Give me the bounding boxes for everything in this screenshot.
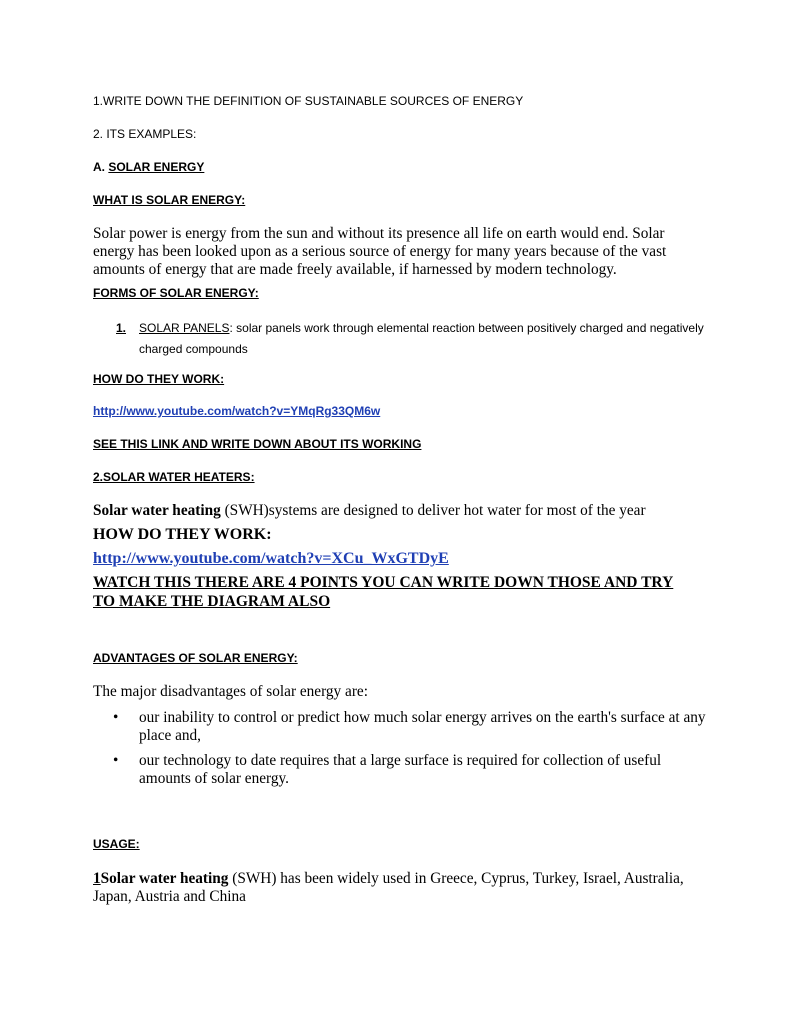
bullet-text: our technology to date requires that a large surface is required for collection of useful amounts of solar energy. — [139, 752, 662, 787]
youtube-link-2[interactable]: http://www.youtube.com/watch?v=XCu_WxGTDyE — [93, 550, 449, 567]
section-a-heading — [93, 160, 204, 174]
forms-heading: FORMS OF SOLAR ENERGY: — [93, 286, 259, 300]
usage-paragraph — [93, 870, 713, 906]
see-link-instruction: SEE THIS LINK AND WRITE DOWN ABOUT ITS WORKING — [93, 437, 422, 451]
disadvantages-intro: The major disadvantages of solar energy are: — [93, 683, 368, 700]
usage-number: 1 — [93, 870, 101, 887]
how-work-heading-1: HOW DO THEY WORK: — [93, 372, 225, 386]
what-is-paragraph: Solar power is energy from the sun and without its presence all life on earth would end. Solar energy has been looked upon as a serious source of energy for many years because of the vast amounts of energy that are made freely available, if harnessed by modern technology. — [93, 225, 667, 278]
question-2: 2. ITS EXAMPLES: — [93, 127, 197, 141]
list-item-text: : solar panels work through elemental reaction between positively charged and negatively charged compounds — [139, 321, 704, 356]
section-a-prefix: A. — [93, 160, 109, 174]
list-item-title: SOLAR PANELS — [139, 321, 230, 335]
bullet-icon: • — [113, 709, 119, 726]
water-heaters-heading: 2.SOLAR WATER HEATERS: — [93, 470, 255, 484]
bullet-text: our inability to control or predict how much solar energy arrives on the earth's surface at any place and, — [139, 709, 706, 744]
how-work-heading-2: HOW DO THEY WORK: — [93, 526, 272, 543]
usage-bold: Solar water heating — [100, 870, 229, 887]
what-is-heading: WHAT IS SOLAR ENERGY: — [93, 193, 246, 207]
bullet-icon: • — [113, 752, 119, 769]
swh-line — [93, 502, 646, 520]
question-1: 1.WRITE DOWN THE DEFINITION OF SUSTAINABLE SOURCES OF ENERGY — [93, 94, 524, 108]
usage-text: (SWH) has been widely used in Greece, Cyprus, Turkey, Israel, Australia, Japan, Austria and China — [93, 870, 684, 905]
advantages-heading: ADVANTAGES OF SOLAR ENERGY: — [93, 651, 298, 665]
usage-heading: USAGE: — [93, 837, 140, 851]
list-item-number: 1. — [116, 321, 127, 335]
watch-instruction: WATCH THIS THERE ARE 4 POINTS YOU CAN WRITE DOWN THOSE AND TRY TO MAKE THE DIAGRAM ALSO — [93, 574, 674, 610]
bullet-item — [113, 709, 713, 745]
section-a-title: SOLAR ENERGY — [108, 160, 205, 174]
youtube-link-1[interactable]: http://www.youtube.com/watch?v=YMqRg33QM6w — [93, 404, 381, 418]
swh-text: (SWH)systems are designed to deliver hot water for most of the year — [220, 502, 646, 519]
list-item-content — [139, 318, 706, 359]
swh-bold: Solar water heating — [93, 502, 221, 519]
bullet-item — [113, 752, 713, 788]
list-item-solar-panels — [116, 318, 706, 359]
